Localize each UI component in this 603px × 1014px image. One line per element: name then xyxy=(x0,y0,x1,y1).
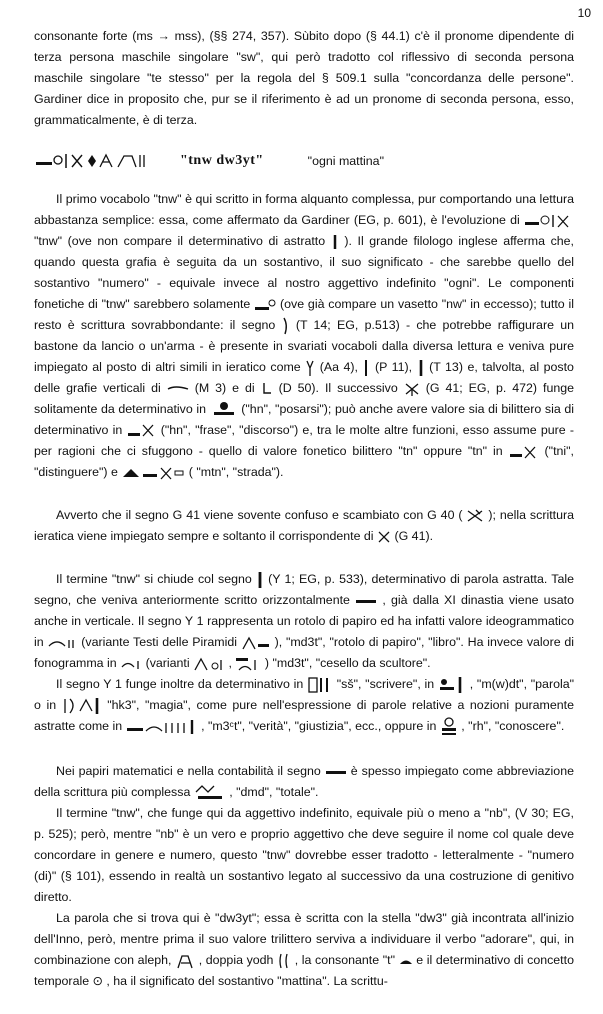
hieroglyph-md3t-icon xyxy=(47,636,77,650)
hieroglyph-dmd-icon xyxy=(194,784,226,802)
hieroglyph-mwdt-icon xyxy=(438,676,466,694)
paragraph-3: Avverto che il segno G 41 viene sovente confuso e scambiato con G 40 ( ); nella scrittura ieratica viene impiegato sempre e soltanto il corrispondente di (G 41). xyxy=(34,508,574,543)
page-number: 10 xyxy=(577,6,591,20)
sign-y1-icon xyxy=(256,571,264,589)
paragraph-4: Il termine "tnw" si chiude col segno (Y 1; EG, p. 533), determinativo di parola astratta. Tale segno, che veniva anteriormente scritto orizzontalmente , già dalla XI dinastia viene usato anche in verticale. Il segno Y 1 rappresenta un rotolo di papiro ed ha infatti valore ideogrammatico in (variante Testi delle Piramidi ), "md3t", "rotolo di papiro", "libro". Ha invece valore di fonogramma in (varianti , ) "md3t", "cesello da scultore". xyxy=(34,572,575,670)
consonant-t-icon xyxy=(399,956,413,966)
hieroglyph-ss-icon xyxy=(307,676,333,694)
sign-t14-icon xyxy=(282,317,290,335)
double-yodh-icon xyxy=(277,952,291,970)
sign-g41-icon xyxy=(404,381,420,397)
sign-p11-icon xyxy=(362,359,370,377)
paragraph-7: Il termine "tnw", che funge qui da aggettivo indefinito, equivale più o meno a "nb", (V 30; EG, p. 525); però, mentre "nb" è un vero e proprio aggettivo che deve seguire il nome col quale deve concordare in genere e numero, questo "tnw" dovrebbe esser tradotto - letteralmente - "numero (di)" (§ 101), essendo in realtà un sostantivo legato al successivo da una costruzione di genitivo diretto. xyxy=(34,806,574,904)
hieroglyph-hn-posarsi-icon xyxy=(210,401,238,419)
sign-y1-horizontal-2-icon xyxy=(325,767,347,777)
hieroglyph-heading-glyphs xyxy=(34,151,154,171)
hieroglyph-m3t-icon xyxy=(126,719,198,735)
hieroglyph-rh-icon xyxy=(440,717,458,737)
paragraph-6: Nei papiri matematici e nella contabilità il segno è spesso impiegato come abbreviazione della scrittura più complessa , "dmd", "totale". xyxy=(34,761,574,803)
heading-transliteration: "tnw dw3yt" xyxy=(180,153,264,168)
heading-translation: "ogni mattina" xyxy=(307,154,384,168)
hieroglyph-hk3-icon xyxy=(62,697,102,715)
hieroglyph-tnw-icon xyxy=(524,213,574,229)
sign-m3-icon xyxy=(167,383,189,395)
sign-y1-horizontal-icon xyxy=(355,596,377,606)
hieroglyph-tni-icon xyxy=(509,444,539,460)
hieroglyph-md3t-phono-icon xyxy=(120,657,142,671)
heading-row xyxy=(34,151,574,171)
hieroglyph-variant-1-icon xyxy=(193,656,225,672)
sign-t13-icon xyxy=(417,359,425,377)
sign-aa4-icon xyxy=(305,359,315,377)
paragraph-5: Il segno Y 1 funge inoltre da determinativo in "sš", "scrivere", in , "m(w)dt", "parola" o in "hk3", "magia", come pure nell'espressione di parole relative a nozioni puramente astratte come in , "m3ᶜt", "verità", "giustizia", ecc., oppure in , "rh", "conoscere". xyxy=(34,674,574,737)
hieroglyph-tn-icon xyxy=(254,297,276,313)
sign-d50-icon xyxy=(261,381,273,397)
paragraph-8: La parola che si trova qui è "dw3yt"; essa è scritta con la stella "dw3" già incontrata all'inizio dell'Inno, però, mentre prima il suo valore trilittero serviva a individuare il verbo "adorare", qui, in combinazione con aleph, , doppia yodh , la consonante "t" e il determinativo di concetto temporale ⊙ , ha il significato del sostantivo "mattina". La scrittu- xyxy=(34,911,574,988)
document-page xyxy=(34,10,574,992)
hieroglyph-variant-2-icon xyxy=(235,656,261,672)
sign-g41-small-icon xyxy=(377,529,391,545)
paragraph-2: Il primo vocabolo "tnw" è qui scritto in forma alquanto complessa, pur comportando una lettura abbastanza semplice: essa, come affermato da Gardiner (EG, p. 601), è l'evoluzione di "tnw" (ove non compare il determinativo di astratto ). Il grande filologo inglese afferma che, quando questa grafia è seguita da un sostantivo, il suo significato - che sarebbe quello del sostantivo "numero" - equivale invece al nostro aggettivo indefinito "ogni". Le componenti fonetiche di "tnw" sarebbero solamente (ove già compare un vasetto "nw" in eccesso); tutto il resto è scrittura sovrabbondante: il segno (T 14; EG, p.513) - che potrebbe raffigurare un bastone da lancio o un'arma - è presente in svariati vocaboli dalla diversa lettura e veniva pure impiegato al posto di altri simili in ieratico come (Aa 4), (P 11), (T 13) e, talvolta, al posto delle grafie verticali di (M 3) e di (D 50). Il successivo (G 41; EG, p. 472) funge solitamente da determinativo in ("hn", "posarsi"); può anche avere valore sia di bilittero sia di determinativo in ("hn", "frase", "discorso") e, tra le molte altre funzioni, esso assume pure - per ragioni che ci sfuggono - quello di valore fonetico bilittero "tn" oppure "tn" in ("tni", "distinguere") e ( "mtn", "strada"). xyxy=(34,192,575,479)
hieroglyph-hn-frase-icon xyxy=(127,422,157,440)
sign-g40-icon xyxy=(466,508,484,524)
determinative-abstract-icon xyxy=(331,234,339,250)
hieroglyph-pyramid-variant-icon xyxy=(241,635,271,651)
hieroglyph-mtn-icon xyxy=(121,465,185,481)
aleph-vulture-icon xyxy=(175,952,195,970)
paragraph-1: consonante forte (ms → mss), (§§ 274, 357). Sùbito dopo (§ 44.1) c'è il pronome dipendente di terza persona maschile singolare "sw", qui però tradotto col riflessivo di seconda persona maschile singolare "te stesso" per la regola del § 509.1 sulla "concordanza delle persone". Gardiner dice in proposito che, pur se il riferimento è ad un pronome di seconda persona, esso, grammaticalmente, è di terza. xyxy=(34,29,574,127)
